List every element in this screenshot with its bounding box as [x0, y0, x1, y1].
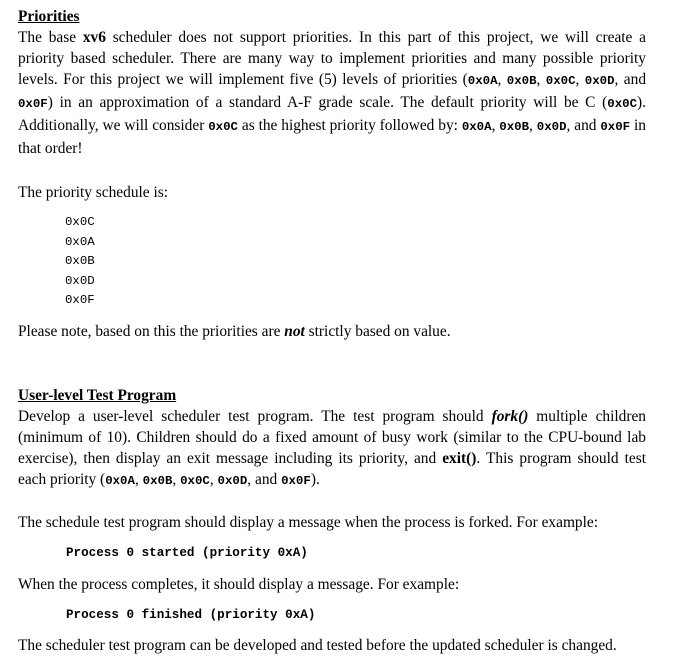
priority-schedule-item: 0x0A — [65, 234, 95, 249]
test-program-paragraph — [18, 406, 646, 492]
separator: , — [134, 470, 143, 488]
priority-schedule-item: 0x0D — [65, 273, 95, 288]
priority-code: 0x0C — [180, 473, 210, 488]
text-run: Develop a user-level scheduler test program. The test program should — [18, 407, 492, 425]
text-run: ). — [310, 470, 320, 488]
text-run: multiple children (minimum of 10). Children should do a fixed amount of busy work (similar to the CPU-bound lab exercise), then display an exit message including its priority, and — [18, 407, 646, 467]
text-run: strictly based on value. — [304, 322, 451, 340]
priority-code: 0x0F — [600, 120, 631, 134]
exit-call: exit() — [442, 449, 477, 467]
priority-code: 0x0A — [467, 74, 498, 88]
separator: , — [209, 470, 218, 488]
fork-call: fork() — [491, 407, 529, 425]
text-run: Please note, based on this the priorities are — [18, 322, 285, 340]
priority-code: 0x0F — [281, 473, 311, 488]
separator: , — [536, 71, 546, 88]
priority-schedule-item: 0x0C — [65, 215, 95, 229]
priority-code: 0x0D — [584, 74, 615, 88]
forked-example-output: Process 0 started (priority 0xA) — [66, 545, 308, 560]
priority-note — [18, 321, 646, 342]
separator: , — [497, 71, 507, 88]
priority-code: 0x0C — [545, 74, 576, 88]
priority-code: 0x0A — [461, 120, 492, 134]
separator: , — [575, 71, 585, 88]
priority-code: 0x0F — [18, 97, 48, 111]
priority-code: 0x0A — [105, 473, 135, 488]
separator: , — [529, 117, 537, 134]
priorities-paragraph — [18, 27, 646, 159]
priority-schedule-item: 0x0B — [65, 254, 95, 268]
separator: , and — [614, 71, 647, 88]
separator: , and — [566, 117, 601, 134]
document-page — [18, 0, 646, 656]
text-run: in that order! — [18, 117, 646, 157]
priority-code: 0x0B — [506, 74, 537, 88]
text-run: scheduler does not support priorities. In this part of this project, we will create a priority based scheduler. There are many way to implement priorities and many possible priority levels. For this project we will implement five (5) levels of priorities ( — [18, 29, 646, 88]
schedule-intro: The priority schedule is: — [18, 184, 169, 201]
completes-intro: When the process completes, it should display a message. For example: — [18, 575, 460, 593]
priority-code: 0x0D — [536, 120, 567, 134]
text-run: ). Additionally, we will consider — [18, 94, 646, 134]
separator: , — [491, 117, 500, 134]
priority-schedule-list — [18, 213, 646, 311]
completes-example-output: Process 0 finished (priority 0xA) — [66, 607, 316, 622]
text-run: . This program should test each priority ( — [18, 449, 646, 488]
forked-intro: The schedule test program should display a message when the process is forked. For example: — [18, 513, 598, 531]
text-run: as the highest priority followed by: — [237, 117, 462, 134]
separator: , and — [247, 470, 282, 488]
priority-code: 0x0D — [217, 473, 248, 488]
priority-code: 0x0B — [142, 473, 173, 488]
emphasis-not: not — [284, 322, 305, 340]
text-run: The base — [18, 29, 83, 46]
priority-code: 0x0B — [499, 120, 530, 134]
priorities-heading: Priorities — [18, 8, 80, 25]
closing-note: The scheduler test program can be developed and tested before the updated scheduler is changed. — [18, 636, 617, 654]
priority-schedule-item: 0x0F — [65, 293, 95, 307]
xv6-term: xv6 — [82, 29, 106, 46]
separator: , — [172, 470, 181, 488]
priority-code: 0x0C — [607, 97, 638, 111]
priority-code: 0x0C — [208, 120, 238, 134]
text-run: ) in an approximation of a standard A-F grade scale. The default priority will be C ( — [47, 94, 608, 111]
test-program-heading: User-level Test Program — [18, 386, 177, 404]
